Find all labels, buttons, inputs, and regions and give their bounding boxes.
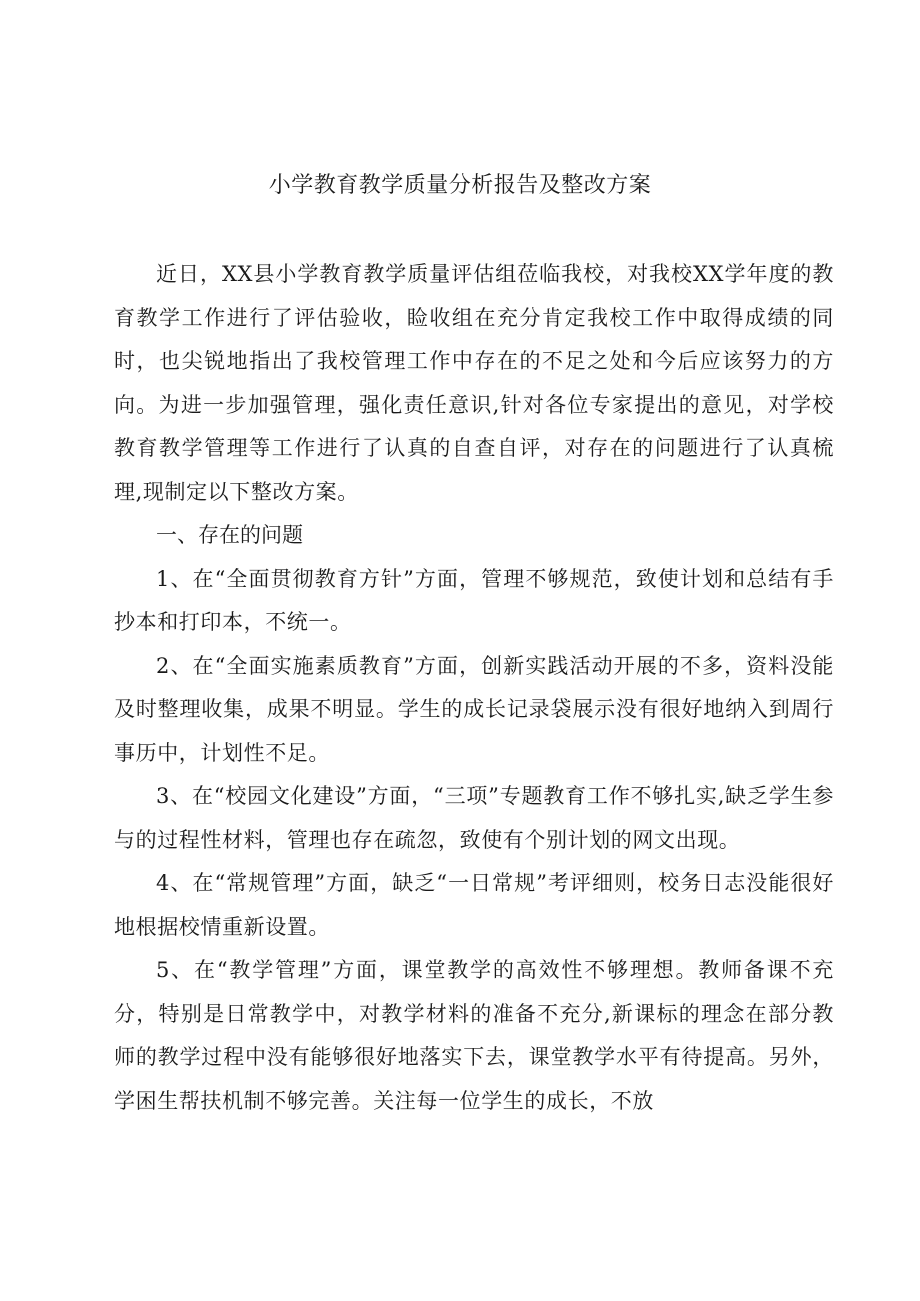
section-heading-problems: 一、存在的问题 <box>156 523 303 547</box>
problem-item-2: 2、在“全面实施素质教育”方面，创新实践活动开展的不多，资料没能及时整理收集，成果不明显。学生的成长记录袋展示没有很好地纳入到周行事历中，计划性不足。 <box>114 653 834 765</box>
problem-item-5: 5、在“教学管理”方面，课堂教学的高效性不够理想。教师备课不充分，特别是日常教学中，对教学材料的准备不充分,新课标的理念在部分教师的教学过程中没有能够很好地落实下去，课堂教学水平有待提高。另外，学困生帮扶机制不够完善。关注每一位学生的成长，不放 <box>114 958 834 1113</box>
document-title: 小学教育教学质量分析报告及整改方案 <box>268 173 652 198</box>
problem-item-4: 4、在“常规管理”方面，缺乏“一日常规”考评细则，校务日志没能很好地根据校情重新设置。 <box>114 871 834 939</box>
problem-item-1: 1、在“全面贯彻教育方针”方面，管理不够规范，致使计划和总结有手抄本和打印本，不统一。 <box>114 566 834 634</box>
problem-item-3: 3、在“校园文化建设”方面，“三项”专题教育工作不够扎实,缺乏学生参与的过程性材料，管理也存在疏忽，致使有个别计划的网文出现。 <box>114 784 834 852</box>
intro-paragraph: 近日，XX县小学教育教学质量评估组莅临我校，对我校XX学年度的教育教学工作进行了评估验收，睑收组在充分肯定我校工作中取得成绩的同时，也尖锐地指出了我校管理工作中存在的不足之处和今后应该努力的方向。为进一步加强管理，强化责任意识,针对各位专家提出的意见，对学校教育教学管理等工作进行了认真的自查自评，对存在的问题进行了认真梳理,现制定以下整改方案。 <box>114 262 834 504</box>
document-body <box>114 253 834 1123</box>
